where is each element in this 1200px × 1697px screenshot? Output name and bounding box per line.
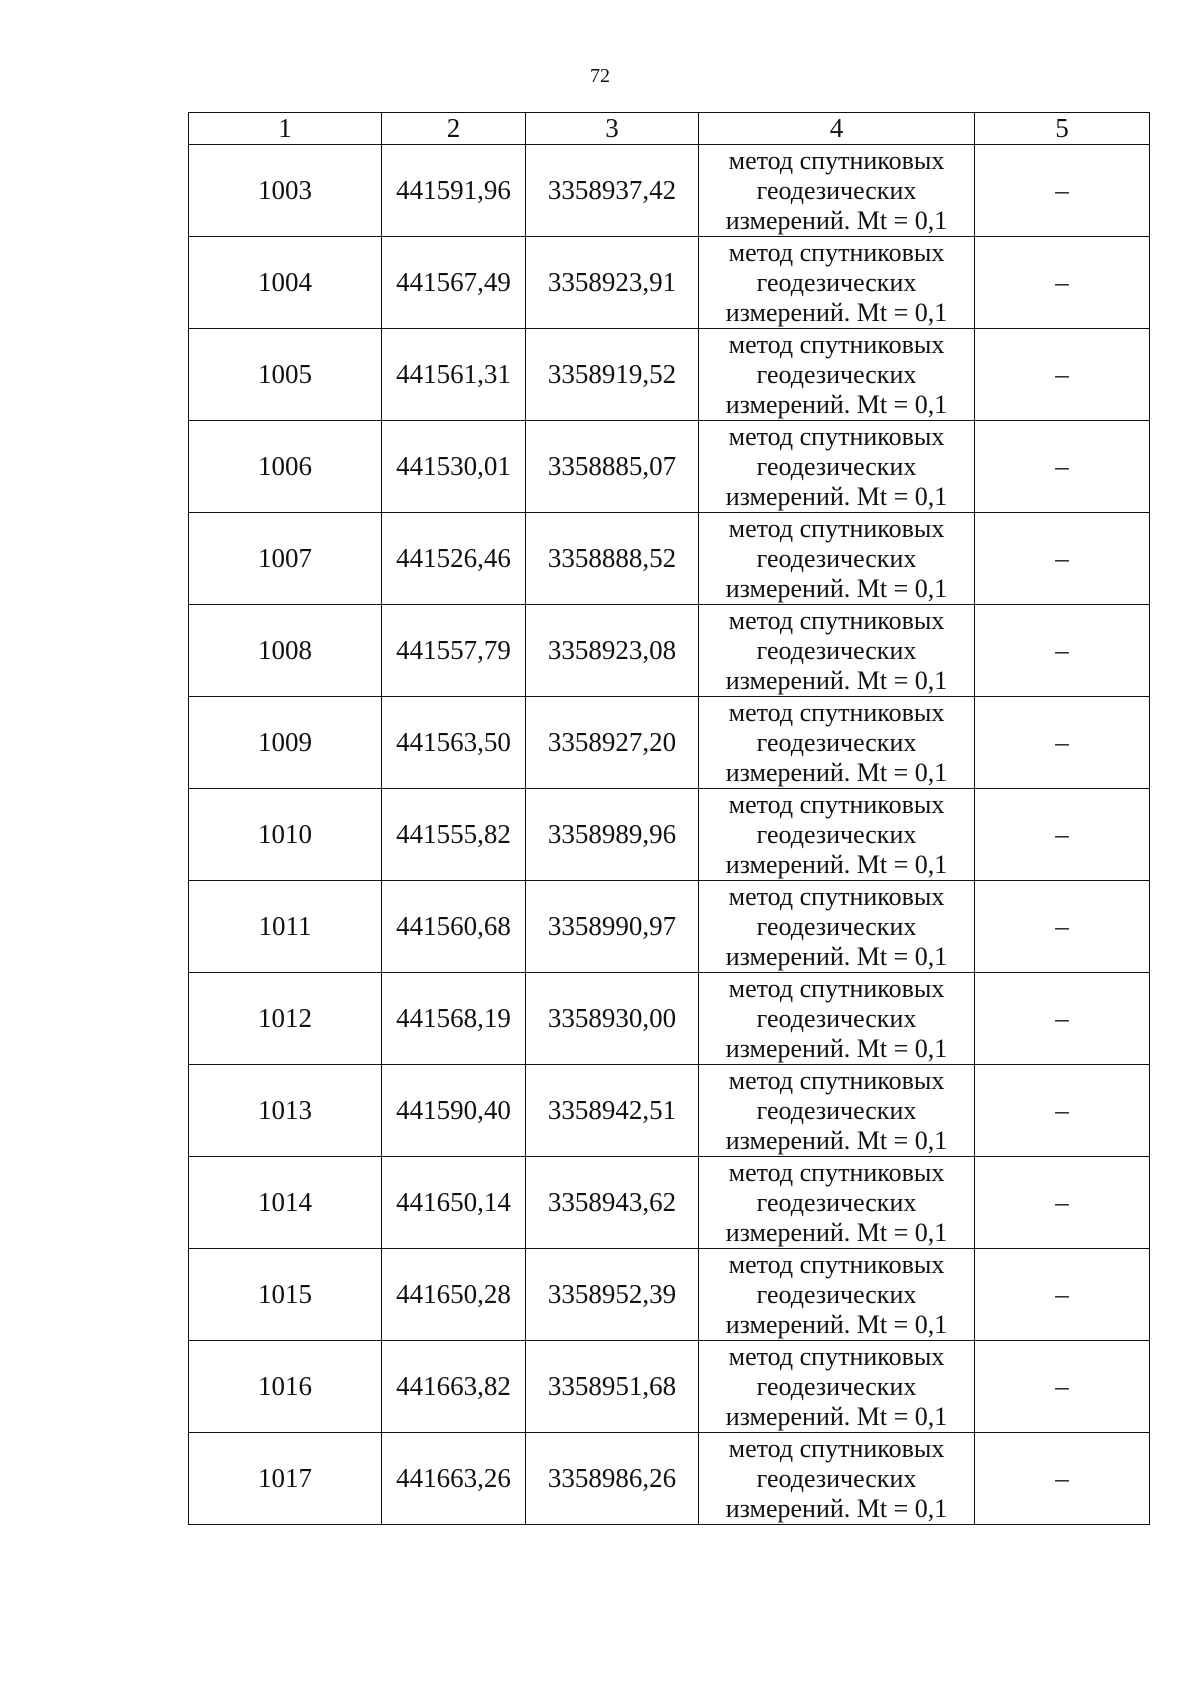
note-cell: – [975, 513, 1150, 605]
method-line: измерений. Mt = 0,1 [725, 665, 948, 695]
method-line: измерений. Mt = 0,1 [725, 1125, 948, 1155]
header-cell-1: 1 [189, 113, 382, 145]
point-number-cell: 1015 [189, 1249, 382, 1341]
method-line: измерений. Mt = 0,1 [725, 573, 948, 603]
table-row [189, 1433, 1150, 1525]
method-line: геодезических [756, 1463, 917, 1493]
table-header-row [189, 113, 1150, 145]
method-line: метод спутниковых [728, 329, 945, 359]
method-cell [699, 1433, 975, 1525]
table-row [189, 605, 1150, 697]
table-row [189, 973, 1150, 1065]
point-number-cell: 1010 [189, 789, 382, 881]
y-coordinate-cell: 3358952,39 [526, 1249, 699, 1341]
method-line: измерений. Mt = 0,1 [725, 1401, 948, 1431]
method-line: геодезических [756, 1003, 917, 1033]
note-cell: – [975, 973, 1150, 1065]
note-cell: – [975, 145, 1150, 237]
note-cell: – [975, 605, 1150, 697]
y-coordinate-cell: 3358919,52 [526, 329, 699, 421]
method-line: геодезических [756, 1095, 917, 1125]
method-line: метод спутниковых [728, 973, 945, 1003]
method-cell [699, 1157, 975, 1249]
method-line: метод спутниковых [728, 421, 945, 451]
method-line: метод спутниковых [728, 789, 945, 819]
note-cell: – [975, 881, 1150, 973]
note-cell: – [975, 1065, 1150, 1157]
method-cell [699, 697, 975, 789]
method-line: метод спутниковых [728, 881, 945, 911]
y-coordinate-cell: 3358923,91 [526, 237, 699, 329]
method-line: метод спутниковых [728, 1065, 945, 1095]
method-line: измерений. Mt = 0,1 [725, 1033, 948, 1063]
method-line: геодезических [756, 543, 917, 573]
method-line: измерений. Mt = 0,1 [725, 1309, 948, 1339]
y-coordinate-cell: 3358888,52 [526, 513, 699, 605]
x-coordinate-cell: 441590,40 [382, 1065, 526, 1157]
note-cell: – [975, 1433, 1150, 1525]
method-cell [699, 1341, 975, 1433]
page-number: 72 [590, 65, 610, 87]
point-number-cell: 1017 [189, 1433, 382, 1525]
header-cell-4: 4 [699, 113, 975, 145]
x-coordinate-cell: 441650,28 [382, 1249, 526, 1341]
x-coordinate-cell: 441530,01 [382, 421, 526, 513]
note-cell: – [975, 421, 1150, 513]
method-line: метод спутниковых [728, 1433, 945, 1463]
method-line: измерений. Mt = 0,1 [725, 941, 948, 971]
note-cell: – [975, 697, 1150, 789]
x-coordinate-cell: 441663,26 [382, 1433, 526, 1525]
method-line: измерений. Mt = 0,1 [725, 205, 948, 235]
note-cell: – [975, 237, 1150, 329]
x-coordinate-cell: 441567,49 [382, 237, 526, 329]
note-cell: – [975, 1249, 1150, 1341]
y-coordinate-cell: 3358923,08 [526, 605, 699, 697]
coordinates-table [188, 112, 1150, 1525]
table-row [189, 1065, 1150, 1157]
method-line: метод спутниковых [728, 1249, 945, 1279]
method-line: геодезических [756, 819, 917, 849]
method-cell [699, 1065, 975, 1157]
y-coordinate-cell: 3358930,00 [526, 973, 699, 1065]
method-line: геодезических [756, 175, 917, 205]
y-coordinate-cell: 3358885,07 [526, 421, 699, 513]
method-line: измерений. Mt = 0,1 [725, 849, 948, 879]
method-line: геодезических [756, 727, 917, 757]
x-coordinate-cell: 441560,68 [382, 881, 526, 973]
method-line: геодезических [756, 359, 917, 389]
method-line: геодезических [756, 1279, 917, 1309]
method-cell [699, 881, 975, 973]
y-coordinate-cell: 3358943,62 [526, 1157, 699, 1249]
method-line: метод спутниковых [728, 605, 945, 635]
point-number-cell: 1007 [189, 513, 382, 605]
table-row [189, 237, 1150, 329]
method-cell [699, 329, 975, 421]
table-row [189, 421, 1150, 513]
table-row [189, 145, 1150, 237]
header-cell-3: 3 [526, 113, 699, 145]
x-coordinate-cell: 441663,82 [382, 1341, 526, 1433]
x-coordinate-cell: 441568,19 [382, 973, 526, 1065]
point-number-cell: 1014 [189, 1157, 382, 1249]
table-row [189, 881, 1150, 973]
point-number-cell: 1006 [189, 421, 382, 513]
header-cell-5: 5 [975, 113, 1150, 145]
note-cell: – [975, 789, 1150, 881]
method-line: измерений. Mt = 0,1 [725, 297, 948, 327]
table-row [189, 513, 1150, 605]
y-coordinate-cell: 3358989,96 [526, 789, 699, 881]
y-coordinate-cell: 3358942,51 [526, 1065, 699, 1157]
method-line: метод спутниковых [728, 1157, 945, 1187]
method-line: измерений. Mt = 0,1 [725, 389, 948, 419]
method-line: измерений. Mt = 0,1 [725, 757, 948, 787]
method-line: измерений. Mt = 0,1 [725, 1217, 948, 1247]
y-coordinate-cell: 3358951,68 [526, 1341, 699, 1433]
method-cell [699, 605, 975, 697]
x-coordinate-cell: 441555,82 [382, 789, 526, 881]
method-cell [699, 1249, 975, 1341]
method-line: метод спутниковых [728, 145, 945, 175]
y-coordinate-cell: 3358937,42 [526, 145, 699, 237]
y-coordinate-cell: 3358986,26 [526, 1433, 699, 1525]
point-number-cell: 1005 [189, 329, 382, 421]
method-line: метод спутниковых [728, 1341, 945, 1371]
method-cell [699, 789, 975, 881]
note-cell: – [975, 1341, 1150, 1433]
note-cell: – [975, 329, 1150, 421]
point-number-cell: 1003 [189, 145, 382, 237]
point-number-cell: 1009 [189, 697, 382, 789]
y-coordinate-cell: 3358927,20 [526, 697, 699, 789]
method-line: метод спутниковых [728, 513, 945, 543]
method-line: измерений. Mt = 0,1 [725, 1493, 948, 1523]
point-number-cell: 1011 [189, 881, 382, 973]
method-cell [699, 237, 975, 329]
point-number-cell: 1004 [189, 237, 382, 329]
header-cell-2: 2 [382, 113, 526, 145]
method-line: геодезических [756, 267, 917, 297]
method-line: геодезических [756, 451, 917, 481]
method-line: метод спутниковых [728, 697, 945, 727]
table-row [189, 1341, 1150, 1433]
table-row [189, 1157, 1150, 1249]
point-number-cell: 1008 [189, 605, 382, 697]
x-coordinate-cell: 441561,31 [382, 329, 526, 421]
x-coordinate-cell: 441526,46 [382, 513, 526, 605]
method-line: измерений. Mt = 0,1 [725, 481, 948, 511]
note-cell: – [975, 1157, 1150, 1249]
table-body [189, 145, 1150, 1525]
y-coordinate-cell: 3358990,97 [526, 881, 699, 973]
method-line: метод спутниковых [728, 237, 945, 267]
method-cell [699, 973, 975, 1065]
method-line: геодезических [756, 911, 917, 941]
table-row [189, 789, 1150, 881]
point-number-cell: 1013 [189, 1065, 382, 1157]
table-row [189, 1249, 1150, 1341]
x-coordinate-cell: 441557,79 [382, 605, 526, 697]
x-coordinate-cell: 441650,14 [382, 1157, 526, 1249]
point-number-cell: 1012 [189, 973, 382, 1065]
x-coordinate-cell: 441591,96 [382, 145, 526, 237]
method-line: геодезических [756, 635, 917, 665]
method-cell [699, 145, 975, 237]
method-cell [699, 421, 975, 513]
table-row [189, 697, 1150, 789]
method-line: геодезических [756, 1371, 917, 1401]
method-cell [699, 513, 975, 605]
table-row [189, 329, 1150, 421]
method-line: геодезических [756, 1187, 917, 1217]
point-number-cell: 1016 [189, 1341, 382, 1433]
x-coordinate-cell: 441563,50 [382, 697, 526, 789]
